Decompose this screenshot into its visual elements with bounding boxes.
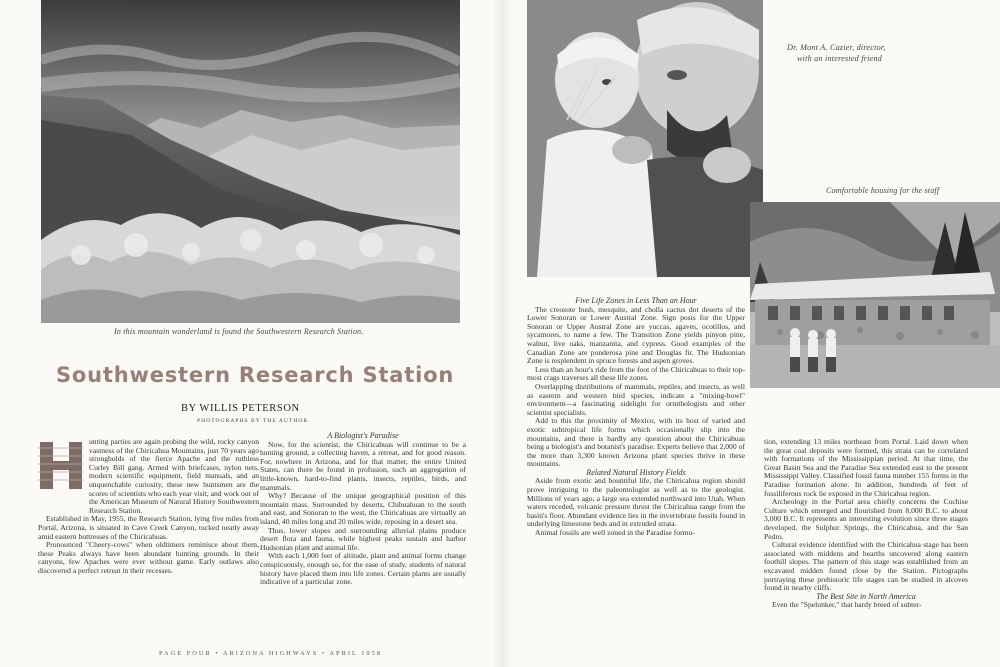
col1-paragraph-3: Pronounced "Cheery-cows" when oldtimers reminisce about them, these Peaks always have been abundant hunting grounds. In their canyons, few Apaches were ever without game. Early outlaws also discovered a perfect retreat in their recesses. xyxy=(38,540,259,575)
photos-credit: PHOTOGRAPHS BY THE AUTHOR xyxy=(197,418,309,424)
col3b-paragraph-1: Aside from exotic and bountiful life, the Chiricahua region should prove intriguing to the paleontologist as well as to the geologist. Millions of years ago, a large sea extended northward into Utah. When waters receded, volcanic pressure thrust the Chiricahua range from the basin's floor. Abundant evidence lies in the invertebrate fossils found in underlying limestone beds and in extruded strata. xyxy=(527,476,745,529)
col3-paragraph-2: Less than an hour's ride from the foot of the Chiricahuas to their top-most crags traverses all these life zones. xyxy=(527,364,745,383)
col2-paragraph-1: Now, for the scientist, the Chiricahuas will continue to be a hunting ground, a collecting haven, a retreat, and for good reason. For, nowhere in Arizona, and for that matter, the entire United States, can there be found in profusion, such an aggregation of little-known, hard-to-find plants, insects, reptiles, birds, and mammals. xyxy=(260,439,466,492)
col3-heading-2: Related Natural History Fields xyxy=(586,467,686,477)
col1-paragraph-1: unting parties are again probing the wild, rocky canyon vastness of the Chiricahua Mountains, just 70 years ago strongholds of the fierce Apache and the ruthless Curley Bill gang. Armed with briefcases, nylon nets, modern scientific equipment, field manuals, and an unquenchable curiosity, these new huntsmen are the scores of scientists who each year visit, and work out of the American Museum of Natural History Southwestern Research Station. xyxy=(89,437,259,515)
col3-paragraph-3: Overlapping distributions of mammals, reptiles, and insects, as well as eastern and western bird species, indicate a "mixing-bowl" environment—a fascinating sidelight for ornithologists and other scientist specialists. xyxy=(527,381,745,417)
col4-paragraph-1: tion, extending 13 miles northeast from Portal. Laid down when the great coal deposits were formed, this strata can be correlated with formations of the Mississippian period. At that time, the Great Basin Sea and the Paradise Sea extended east to the present Mississippi Valley. Classified fossil fauna number 155 forms in the Paradise formation alone. In addition, hundreds of feet of fossiliferous rock lie exposed in the Chiricahua region. xyxy=(764,437,968,498)
col2-heading: A Biologist's Paradise xyxy=(327,431,399,440)
col2-paragraph-4: With each 1,000 feet of altitude, plant and animal forms change conspicuously, enough so, for the ease of study, students of natural history have placed them into life zones. Certain plants are usually indicative of a particular zone. xyxy=(260,551,466,587)
page-footer: PAGE FOUR • ARIZONA HIGHWAYS • APRIL 1958 xyxy=(159,650,383,657)
col1-paragraph-2: Established in May, 1955, the Research Station, lying five miles from Portal, Arizona, is situated in Cave Creek Canyon, tucked neatly away amid eastern buttresses of the Chiricahuas. xyxy=(38,514,259,541)
col3-paragraph-1: The creosote bush, mesquite, and cholla cactus dot deserts of the Lower Sonoran or Lower Austral Zone. Sign posts for the Upper Sonoran or Upper Austral Zone are yuccas, agaves, ocotillos, and sycamores, to name a few. The Transition Zone yields pinyon pine, walnut, live oaks, manzanita, and cypress. Good examples of the Canadian Zone are ponderosa pine and Douglas fir. The Hudsonian Zone is resplendent in spruce forests and aspen groves. xyxy=(527,304,745,366)
housing-caption: Comfortable housing for the staff xyxy=(826,186,940,195)
col4-heading: The Best Site in North America xyxy=(816,591,916,601)
col3b-paragraph-2: Animal fossils are well zoned in the Paradise formu- xyxy=(535,528,695,538)
col2-paragraph-2: Why? Because of the unique geographical position of this mountain mass. Surrounded by deserts, Chihuahuan to the south and east, and Sonoran to the west, the Chiricahuas are virtually an island, 40 miles long and 20 miles wide, reposing in a desert sea. xyxy=(260,491,466,526)
page-gutter xyxy=(492,0,512,667)
col3-paragraph-4: Add to this the proximity of Mexico, with its host of varied and exotic subtropical life forms which occasionally slip into the mountains, and there is hardly any question about the Chiricahuas being a biologist's and botanist's paradise. Experts believe that 2,000 of the more than 3,300 known Arizona plant species thrive in these mountains. xyxy=(527,416,745,469)
main-photo-caption: In this mountain wonderland is found the Southwestern Research Station. xyxy=(114,327,364,336)
column-2 xyxy=(260,432,466,587)
col3-heading: Five Life Zones in Less Than an Hour xyxy=(575,296,697,305)
column-1 xyxy=(38,438,259,576)
col4-paragraph-2: Archeology in the Portal area chiefly concerns the Cochise Culture which emerged and flourished from 8,000 B.C. to about 3,000 B.C. It represents an interesting evolution since three stages developed, the Sulphur Springs, the Chiricahua, and the San Pedro. xyxy=(764,497,968,541)
byline: BY WILLIS PETERSON xyxy=(181,403,300,414)
portrait-caption-2: with an interested friend xyxy=(797,54,882,63)
col4-paragraph-4: Even the "Spelunker," that hardy breed of subter- xyxy=(772,600,922,610)
column-4 xyxy=(764,438,968,610)
col4-paragraph-3: Cultural evidence identified with the Chiricahua stage has been associated with middens and hearths uncovered along eastern foothill slopes. The pattern of this stage was established from an excavated midden found close by the Station. Pictographs portraying these prehistoric life stages can be studied in alcoves found in nearby cliffs. xyxy=(764,540,968,593)
mountain-landscape-photo xyxy=(41,0,460,323)
staff-housing-photo xyxy=(750,202,1000,388)
director-portrait-photo xyxy=(527,0,763,277)
col2-paragraph-3: Thus, lower slopes and surrounding alluvial plains produce desert flora and fauna, while highest peaks sustain and harbor Hudsonian plant and animal life. xyxy=(260,525,466,552)
column-3 xyxy=(527,297,745,538)
article-title: Southwestern Research Station xyxy=(56,363,455,387)
portrait-caption-1: Dr. Mont A. Cazier, director, xyxy=(787,43,886,52)
